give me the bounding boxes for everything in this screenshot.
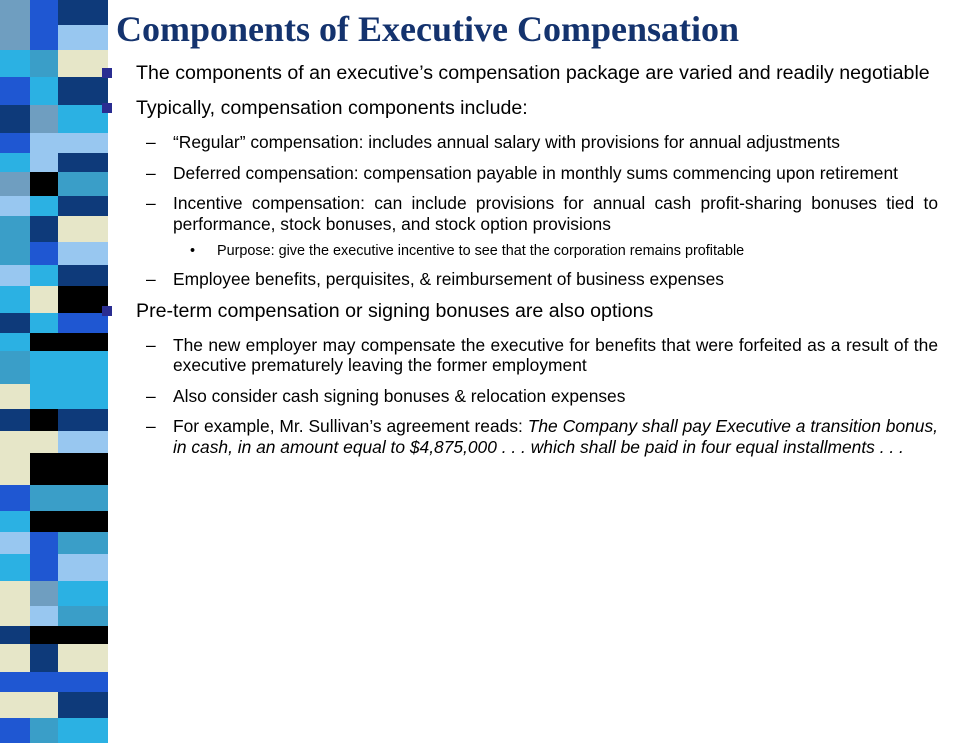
stripe-cell — [30, 333, 58, 351]
sub-bullet-item — [100, 416, 938, 457]
stripe-cell — [30, 532, 58, 554]
stripe-band — [0, 286, 108, 313]
stripe-cell — [0, 384, 30, 409]
stripe-cell — [0, 242, 30, 265]
stripe-cell — [58, 581, 108, 606]
stripe-cell — [0, 50, 30, 77]
sub-bullet-text: Employee benefits, perquisites, & reimbursement of business expenses — [173, 269, 724, 289]
stripe-band — [0, 692, 108, 718]
stripe-cell — [30, 265, 58, 286]
stripe-cell — [0, 606, 30, 626]
dash-bullet-icon: – — [146, 385, 156, 406]
stripe-cell — [58, 511, 108, 532]
stripe-cell — [30, 242, 58, 265]
bullet-item — [100, 300, 938, 323]
stripe-cell — [0, 431, 30, 453]
stripe-band — [0, 153, 108, 172]
stripe-band — [0, 216, 108, 242]
sub-sub-bullet-item — [100, 242, 938, 260]
stripe-cell — [0, 532, 30, 554]
stripe-band — [0, 431, 108, 453]
sub-bullet-item — [100, 269, 938, 290]
slide-content — [100, 62, 938, 467]
stripe-cell — [30, 606, 58, 626]
stripe-band — [0, 644, 108, 672]
stripe-band — [0, 718, 108, 743]
decorative-stripe — [0, 0, 108, 720]
stripe-cell — [0, 105, 30, 133]
stripe-band — [0, 554, 108, 581]
stripe-band — [0, 581, 108, 606]
stripe-cell — [30, 105, 58, 133]
stripe-cell — [0, 626, 30, 644]
sub-sub-bullet-text: Purpose: give the executive incentive to see that the corporation remains profitable — [217, 243, 745, 259]
stripe-cell — [0, 453, 30, 485]
stripe-band — [0, 409, 108, 431]
stripe-cell — [58, 532, 108, 554]
stripe-band — [0, 25, 108, 50]
stripe-cell — [58, 25, 108, 50]
stripe-cell — [30, 313, 58, 333]
stripe-band — [0, 196, 108, 216]
stripe-band — [0, 77, 108, 105]
bullet-text: Typically, compensation components include: — [136, 97, 528, 119]
stripe-band — [0, 50, 108, 77]
stripe-cell — [58, 485, 108, 511]
stripe-band — [0, 511, 108, 532]
stripe-cell — [0, 409, 30, 431]
stripe-band — [0, 133, 108, 153]
stripe-cell — [30, 626, 58, 644]
stripe-cell — [0, 77, 30, 105]
sub-bullet-text: The new employer may compensate the executive for benefits that were forfeited as a result of the executive prematurely leaving the former employment — [173, 334, 938, 375]
stripe-cell — [30, 718, 58, 743]
stripe-cell — [0, 351, 30, 384]
stripe-cell — [0, 718, 30, 743]
stripe-cell — [0, 172, 30, 196]
stripe-cell — [58, 644, 108, 672]
stripe-cell — [58, 0, 108, 25]
stripe-cell — [58, 626, 108, 644]
sub-bullet-text: Also consider cash signing bonuses & relocation expenses — [173, 385, 626, 406]
square-bullet-icon — [102, 68, 112, 78]
stripe-cell — [30, 554, 58, 581]
stripe-band — [0, 485, 108, 511]
sub-bullet-text: Deferred compensation: compensation payable in monthly sums commencing upon retirement — [173, 162, 898, 183]
bullet-item — [100, 62, 938, 85]
stripe-cell — [0, 196, 30, 216]
stripe-band — [0, 672, 108, 692]
stripe-band — [0, 172, 108, 196]
bullet-text: The components of an executive’s compensation package are varied and readily negotiable — [136, 62, 930, 84]
stripe-cell — [0, 153, 30, 172]
stripe-cell — [0, 644, 30, 672]
dot-bullet-icon: • — [190, 243, 196, 259]
stripe-cell — [58, 718, 108, 743]
stripe-band — [0, 384, 108, 409]
stripe-cell — [30, 0, 58, 25]
stripe-cell — [30, 485, 58, 511]
stripe-cell — [0, 216, 30, 242]
stripe-cell — [30, 644, 58, 672]
stripe-cell — [30, 216, 58, 242]
stripe-cell — [30, 453, 58, 485]
square-bullet-icon — [102, 103, 112, 113]
stripe-cell — [30, 409, 58, 431]
stripe-cell — [30, 351, 58, 384]
stripe-cell — [30, 672, 58, 692]
stripe-cell — [58, 672, 108, 692]
stripe-cell — [30, 431, 58, 453]
stripe-cell — [30, 581, 58, 606]
stripe-cell — [30, 77, 58, 105]
dash-bullet-icon: – — [146, 193, 156, 213]
stripe-cell — [30, 286, 58, 313]
sub-bullet-item — [100, 335, 938, 376]
stripe-cell — [30, 692, 58, 718]
stripe-cell — [30, 153, 58, 172]
sub-bullet-item — [100, 163, 938, 184]
stripe-cell — [0, 692, 30, 718]
dash-bullet-icon: – — [146, 132, 156, 152]
stripe-cell — [0, 581, 30, 606]
stripe-cell — [0, 672, 30, 692]
sub-bullet-text: “Regular” compensation: includes annual salary with provisions for annual adjustments — [173, 132, 840, 152]
stripe-cell — [58, 692, 108, 718]
dash-bullet-icon: – — [146, 269, 156, 289]
bullet-text: Pre-term compensation or signing bonuses are also options — [136, 299, 654, 322]
sub-bullet-item — [100, 193, 938, 234]
stripe-cell — [0, 485, 30, 511]
sub-bullet-item — [100, 132, 938, 153]
stripe-band — [0, 0, 108, 25]
dash-bullet-icon: – — [146, 416, 156, 436]
stripe-cell — [0, 333, 30, 351]
bullet-item — [100, 97, 938, 120]
stripe-cell — [58, 606, 108, 626]
dash-bullet-icon: – — [146, 162, 156, 183]
sub-bullet-item — [100, 386, 938, 407]
stripe-cell — [0, 133, 30, 153]
sub-bullet-text: Incentive compensation: can include provisions for annual cash profit-sharing bonuses tied to performance, stock bonuses, and stock option provisions — [173, 193, 938, 234]
stripe-cell — [0, 511, 30, 532]
stripe-band — [0, 606, 108, 626]
stripe-cell — [0, 265, 30, 286]
stripe-cell — [30, 50, 58, 77]
stripe-band — [0, 453, 108, 485]
stripe-cell — [0, 286, 30, 313]
stripe-cell — [30, 196, 58, 216]
dash-bullet-icon: – — [146, 334, 156, 355]
stripe-band — [0, 242, 108, 265]
stripe-cell — [0, 313, 30, 333]
stripe-cell — [0, 554, 30, 581]
stripe-cell — [30, 25, 58, 50]
stripe-cell — [30, 172, 58, 196]
stripe-band — [0, 313, 108, 333]
stripe-cell — [0, 0, 30, 25]
stripe-band — [0, 532, 108, 554]
stripe-band — [0, 626, 108, 644]
stripe-band — [0, 351, 108, 384]
stripe-band — [0, 265, 108, 286]
slide-title: Components of Executive Compensation — [116, 9, 740, 49]
quoted-agreement-text: The Company shall pay Executive a transition bonus, in cash, in an amount equal to $4,875,000 . . . which shall be paid in four equal installments . . . — [173, 416, 938, 457]
stripe-band — [0, 333, 108, 351]
stripe-cell — [58, 554, 108, 581]
stripe-band — [0, 105, 108, 133]
stripe-cell — [0, 25, 30, 50]
sub-bullet-text: For example, Mr. Sullivan’s agreement reads: — [173, 416, 528, 436]
stripe-cell — [30, 511, 58, 532]
stripe-cell — [30, 133, 58, 153]
square-bullet-icon — [102, 306, 112, 316]
stripe-cell — [30, 384, 58, 409]
